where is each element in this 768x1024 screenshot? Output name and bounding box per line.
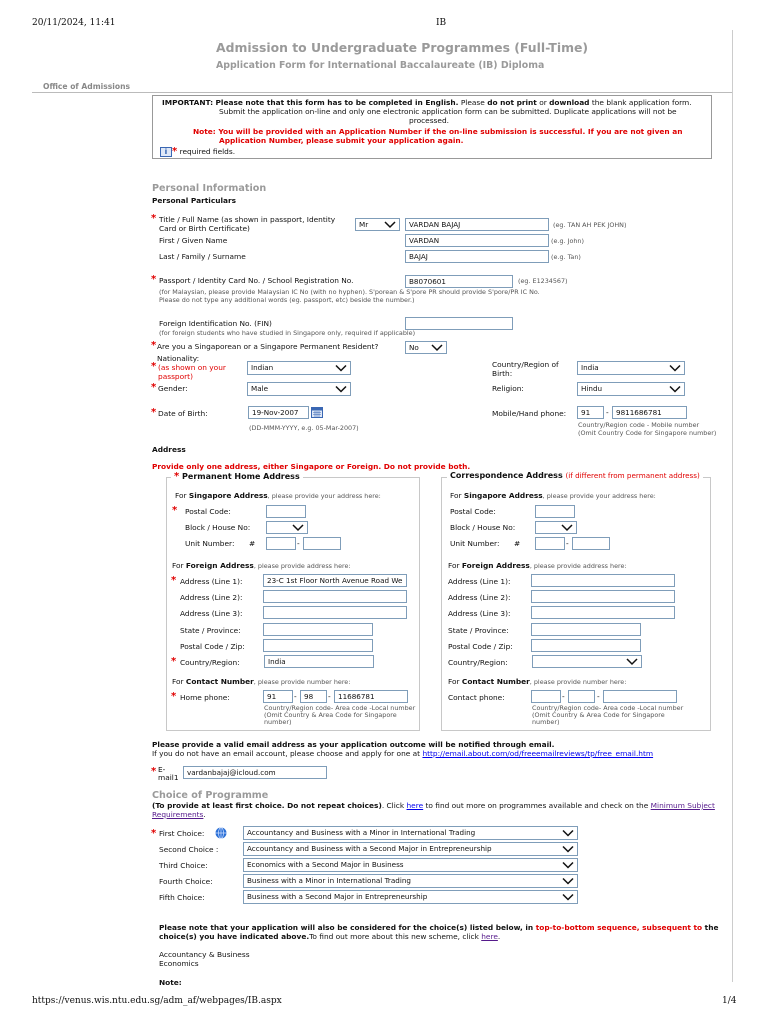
perm-line1-input[interactable]: 23-C 1st Floor North Avenue Road We [263,574,407,587]
required-star-icon: * [171,575,177,586]
corr-phone-country-input[interactable] [531,690,561,703]
corr-postal-input[interactable] [535,505,575,518]
corr-unit-hash: # [514,539,521,548]
info-icon: i [160,147,172,157]
required-legend: required fields. [179,147,236,156]
email-note-1: Please provide a valid email address as your application outcome will be notified through email. [152,740,555,749]
corr-unit-dash: - [566,539,569,548]
print-datetime: 20/11/2024, 11:41 [32,18,116,28]
perm-unit-number-input[interactable] [303,537,341,550]
programme-section-title: Choice of Programme [152,790,269,801]
dob-label: Date of Birth: [158,409,208,418]
passport-label: Passport / Identity Card No. / School Registration No. [159,276,354,285]
help-globe-icon[interactable] [215,827,227,839]
chevron-down-icon [626,656,638,667]
chevron-down-icon [335,383,347,395]
perm-phone-hint-3: number) [264,718,292,726]
chevron-down-icon [669,362,681,374]
passport-note-2: Please do not type any additional words (eg. passport, etc) beside the number.) [159,296,415,304]
spr-select[interactable]: No [405,341,447,354]
email-note-2: If you do not have an email account, please choose and apply for one at http://email.about.com/od/freeemailreviews/tp/free_email.htm [152,749,654,758]
print-url: https://venus.wis.ntu.edu.sg/adm_af/webpages/IB.aspx [32,996,282,1006]
chevron-down-icon [384,219,396,230]
corr-country-label: Country/Region: [448,658,508,667]
passport-hint: (eg. E1234567) [518,277,568,285]
corr-postal-label: Postal Code: [450,507,496,516]
personal-section-title: Personal Information [152,183,267,194]
chevron-down-icon [561,522,573,533]
choice-select-1[interactable] [243,826,578,840]
corr-unit-number-input[interactable] [572,537,610,550]
perm-phone-hint-1: Country/Region code- Area code -Local number [264,704,416,712]
nationality-label-note-2: passport) [158,372,193,381]
first-name-hint: (e.g. John) [551,237,584,245]
correspondence-address-legend: Correspondence Address (if different from permanent address) [447,471,703,480]
corr-phone-dash-1: - [562,692,565,701]
perm-sg-intro: For Singapore Address, please provide your address here: [175,491,381,500]
corr-phone-hint-3: number) [532,718,560,726]
print-page-number: 1/4 [722,996,737,1006]
mobile-country-code-input[interactable]: 91 [577,406,604,419]
perm-phone-hint-2: (Omit Country & Area Code for Singapore [264,711,397,719]
chevron-down-icon [562,843,574,855]
corr-phone-dash-2: - [597,692,600,701]
header-divider [32,92,732,93]
free-email-link[interactable]: http://email.about.com/od/freeemailreviews/tp/free_email.htm [422,749,654,758]
nationality-select[interactable]: Indian [247,361,351,375]
page-title: Admission to Undergraduate Programmes (Full-Time) [216,40,589,55]
religion-label: Religion: [492,384,524,393]
consider-note-2: choice(s) you have indicated above.To find out more about this new scheme, click here. [159,932,501,941]
first-name-input[interactable]: VARDAN [405,234,549,247]
perm-foreign-intro: For Foreign Address, please provide address here: [172,561,351,570]
perm-unit-hash: # [249,539,256,548]
required-star-icon: * [151,766,157,777]
right-border [732,30,733,982]
corr-line3-input[interactable] [531,606,675,619]
choice-value: Business with a Second Major in Entrepreneurship [247,892,428,901]
required-star-icon: * [151,361,157,372]
chevron-down-icon [669,383,681,395]
perm-phone-dash-1: - [294,692,297,701]
corr-line3-label: Address (Line 3): [448,609,511,618]
gender-select[interactable]: Male [247,382,351,396]
corr-line1-label: Address (Line 1): [448,577,511,586]
perm-line2-input[interactable] [263,590,407,603]
passport-input[interactable]: B8070601 [405,275,513,288]
last-name-hint: (e.g. Tan) [551,253,581,261]
new-scheme-here-link[interactable]: here [481,932,498,941]
required-star-icon: * [171,656,177,667]
choice-value: Business with a Minor in International Trading [247,876,411,885]
mobile-hint-1: Country/Region code - Mobile number [578,421,700,429]
gender-label: Gender: [158,384,188,393]
corr-phone-label: Contact phone: [448,693,505,702]
required-star-icon: * [171,691,177,702]
required-star-icon: * [174,471,180,482]
notice-note-2: Application Number, please submit your application again. [219,136,464,145]
fin-input[interactable] [405,317,513,330]
perm-zip-input[interactable] [263,639,373,652]
considered-choice-1: Accountancy & Business [159,950,250,959]
corr-line1-input[interactable] [531,574,675,587]
required-star-icon: * [151,828,157,839]
choice-label: Second Choice : [159,845,219,854]
fin-label: Foreign Identification No. (FIN) [159,319,272,328]
perm-line3-input[interactable] [263,606,407,619]
corr-contact-intro: For Contact Number, please provide number here: [448,677,627,686]
choice-label: Third Choice: [159,861,208,870]
choice-label: Fifth Choice: [159,893,205,902]
email-input[interactable]: vardanbajaj@icloud.com [183,766,327,779]
first-name-label: First / Given Name [159,236,228,245]
country-birth-select[interactable]: India [577,361,685,375]
perm-block-label: Block / House No: [185,523,251,532]
corr-block-select[interactable] [535,521,577,534]
print-doc-title: IB [436,18,447,28]
nationality-label: Nationality: [157,354,200,363]
last-name-input[interactable]: BAJAJ [405,250,549,263]
personal-subsection: Personal Particulars [152,196,237,205]
programme-note-label: Note: [159,978,182,987]
corr-phone-hint-1: Country/Region code- Area code -Local number [532,704,684,712]
page-subtitle: Application Form for International Baccalaureate (IB) Diploma [216,60,545,71]
required-star-icon: * [151,274,157,285]
corr-phone-hint-2: (Omit Country & Area Code for Singapore [532,711,665,719]
permanent-address-legend: * Permanent Home Address [171,471,303,482]
chevron-down-icon [562,859,574,871]
required-star-icon: * [151,213,157,224]
fullname-input[interactable]: VARDAN BAJAJ [405,218,549,231]
nationality-label-note-1: (as shown on your [158,363,226,372]
choice-value: Accountancy and Business with a Second Major in Entrepreneurship [247,844,492,853]
perm-phone-country-input[interactable]: 91 [263,690,293,703]
chevron-down-icon [335,362,347,374]
perm-country-label: Country/Region: [180,658,240,667]
corr-unit-floor-input[interactable] [535,537,565,550]
chevron-down-icon [292,522,304,533]
chevron-down-icon [431,342,443,353]
perm-postal-input[interactable] [266,505,306,518]
choice-select-4[interactable] [243,874,578,888]
title-label-2: Card or Birth Certificate) [159,224,250,233]
corr-phone-number-input[interactable] [603,690,677,703]
chevron-down-icon [562,891,574,903]
perm-contact-intro: For Contact Number, please provide number here: [172,677,351,686]
chevron-down-icon [562,827,574,839]
choice-value: Economics with a Second Major in Business [247,860,404,869]
programme-intro: (To provide at least first choice. Do not repeat choices). Click here to find out more on programmes available and check on the Minimum Subject [152,801,715,810]
perm-unit-label: Unit Number: [185,539,235,548]
corr-state-input[interactable] [531,623,641,636]
dob-hint: (DD-MMM-YYYY, e.g. 05-Mar-2007) [249,424,359,432]
required-star-icon: * [151,340,157,351]
corr-block-label: Block / House No: [450,523,516,532]
corr-phone-area-input[interactable] [568,690,595,703]
minimum-subject-link[interactable]: Minimum Subject [650,801,715,810]
programmes-here-link[interactable]: here [406,801,424,810]
notice-line-1: IMPORTANT: Please note that this form has to be completed in English. Please do not print or download the blank application form. [162,98,692,107]
perm-phone-dash-2: - [328,692,331,701]
religion-select[interactable]: Hindu [577,382,685,396]
country-birth-label-2: Birth: [492,369,513,378]
country-birth-label-1: Country/Region of [492,360,559,369]
perm-line3-label: Address (Line 3): [180,609,243,618]
choice-select-3[interactable] [243,858,578,872]
title-label-1: Title / Full Name (as shown in passport, Identity [159,215,336,224]
corr-foreign-intro: For Foreign Address, please provide address here: [448,561,627,570]
address-heading: Address [152,445,186,454]
perm-line2-label: Address (Line 2): [180,593,243,602]
passport-note-1: (for Malaysian, please provide Malaysian IC No (with no hyphen). S'porean & S'pore PR should provide S'pore/PR IC No. [159,288,540,296]
corr-line2-label: Address (Line 2): [448,593,511,602]
perm-postal-label: Postal Code: [185,507,231,516]
corr-line2-input[interactable] [531,590,675,603]
corr-zip-label: Postal Code / Zip: [448,642,513,651]
perm-state-label: State / Province: [180,626,241,635]
title-select[interactable]: Mr [355,218,400,231]
fin-note: (for foreign students who have studied in Singapore only, required if applicable) [159,329,416,337]
required-star-icon: * [172,505,178,516]
notice-line-3: processed. [409,116,449,125]
perm-block-select[interactable] [266,521,308,534]
choice-label: Fourth Choice: [159,877,213,886]
perm-zip-label: Postal Code / Zip: [180,642,245,651]
required-star-icon: * [172,146,178,157]
perm-phone-label: Home phone: [180,693,230,702]
choice-select-5[interactable] [243,890,578,904]
corr-sg-intro: For Singapore Address, please provide your address here: [450,491,656,500]
required-star-icon: * [151,382,157,393]
spr-label: Are you a Singaporean or a Singapore Permanent Resident? [157,342,379,351]
choice-label: First Choice: [159,829,205,838]
chevron-down-icon [562,875,574,887]
perm-phone-number-input[interactable]: 11686781 [334,690,408,703]
office-label: Office of Admissions [43,82,130,91]
considered-choice-2: Economics [159,959,199,968]
corr-unit-label: Unit Number: [450,539,500,548]
requirements-link[interactable]: Requirements [152,810,204,819]
notice-note-1: Note: You will be provided with an Application Number if the on-line submission is successful. If you are not given an [193,127,683,136]
mobile-number-input[interactable]: 9811686781 [612,406,687,419]
corr-zip-input[interactable] [531,639,641,652]
mobile-label: Mobile/Hand phone: [492,409,567,418]
mobile-hint-2: (Omit Country Code for Singapore number) [578,429,717,437]
perm-phone-area-input[interactable]: 98 [300,690,327,703]
perm-line1-label: Address (Line 1): [180,577,243,586]
dob-input[interactable]: 19-Nov-2007 [248,406,309,419]
corr-state-label: State / Province: [448,626,509,635]
fullname-hint: (eg. TAN AH PEK JOHN) [553,221,627,229]
choice-select-2[interactable] [243,842,578,856]
last-name-label: Last / Family / Surname [159,252,246,261]
email-label: E- mail1 [158,765,179,782]
corr-country-select[interactable] [532,655,642,668]
calendar-icon[interactable] [311,406,323,418]
perm-state-input[interactable] [263,623,373,636]
notice-line-2: Submit the application on-line and only one electronic application form can be submitted. Duplicate applications will not be [219,107,677,116]
consider-note-1: Please note that your application will also be considered for the choice(s) listed below, in top-to-bottom sequence, subsequent to the [159,923,719,932]
required-star-icon: * [151,407,157,418]
perm-unit-dash: - [297,539,300,548]
address-warning: Provide only one address, either Singapore or Foreign. Do not provide both. [152,462,471,471]
mobile-dash: - [606,408,609,417]
choice-value: Accountancy and Business with a Minor in International Trading [247,828,476,837]
perm-unit-floor-input[interactable] [266,537,296,550]
perm-country-select[interactable]: India [264,655,374,668]
